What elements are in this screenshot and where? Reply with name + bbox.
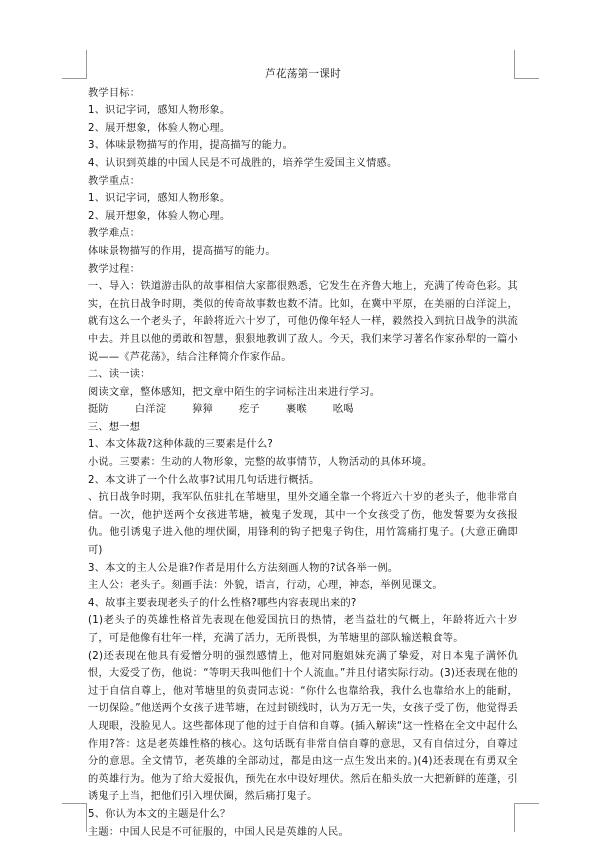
goal-item: 4、认识到英雄的中国人民是不可战胜的，培养学生爱国主义情感。 bbox=[88, 157, 398, 169]
goal-item: 1、识记字词，感知人物形象。 bbox=[88, 105, 231, 117]
answer-5: 主题：中国人民是不可征服的，中国人民是英雄的人民。 bbox=[88, 826, 349, 838]
key-points-heading: 教学重点： bbox=[88, 175, 141, 187]
difficult-points-text: 体味景物描写的作用，提高描写的能力。 bbox=[88, 245, 276, 257]
question-2: 2、本文讲了一个什么故事?试用几句话进行概括。 bbox=[88, 474, 320, 486]
process-heading: 教学过程： bbox=[88, 263, 141, 275]
answer-4-part-2: (2)还表现在他具有爱憎分明的强烈感情上，他对同胞姐妹充满了挚爱，对日本鬼子满怀仇恨，大爱受了伤，他说：“等明天我叫他们十个人流血。”并且付诸实际行动。(3)还表现在他的过于自信自尊上，他对苇塘里的负责同志说：“你什么也靠给我，我什么也靠给水上的能耐，一切保险。”他送两个女孩子进苇塘，在过封锁线时，认为万无一失，女孩子受了伤，他觉得丢人现眼，没脸见人。这些都体现了他的过于自信和自尊。(插入解读“这一性格在全文中起什么作用?答：这是老英雄性格的核心。这句话既有非常自信自尊的意思，又有自信过分，自尊过分的意思。全文情节，老英雄的全部动过，都是由这一点生发出来的。)(4)还表现在有勇双全的英雄行为。他为了给大爱报仇，预先在水中设好埋伏。然后在船头放一大把新鲜的莲蓬，引诱鬼子上当，把他们引入埋伏圈，然后痛打鬼子。 bbox=[88, 650, 518, 803]
question-5: 5、你认为本文的主题是什么？ bbox=[88, 808, 231, 820]
vocabulary-list bbox=[88, 401, 518, 419]
read-text: 阅读文章，整体感知，把文章中陌生的字词标注出来进行学习。 bbox=[88, 386, 381, 398]
answer-2: 、抗日战争时期，我军队伍驻扎在苇塘里，里外交通全靠一个将近六十岁的老头子，他非常自信。一次，他护送两个女孩进苇塘，被鬼子发现，其中一个女孩受了伤，他发誓要为女孩报仇。他引诱鬼子进入他的埋伏圈，用锋利的钩子把鬼子钩住，用竹篙痛打鬼子。(大意正确即可) bbox=[88, 492, 518, 557]
key-point-item: 1、识记字词，感知人物形象。 bbox=[88, 193, 231, 205]
vocabulary-word: 挺防 bbox=[88, 404, 109, 416]
vocabulary-word: 裹喉 bbox=[285, 404, 307, 416]
question-1: 1、本文体裁?这种体裁的三要素是什么? bbox=[88, 439, 274, 451]
vocabulary-word: 白洋淀 bbox=[134, 404, 167, 416]
intro-paragraph: 一、导入：铁道游击队的故事相信大家都很熟悉，它发生在齐鲁大地上，充满了传奇色彩。其实，在抗日战争时期，类似的传奇故事数也数不清。比如，在冀中平原，在美丽的白洋淀上，就有这么一个老头子，年龄将近六十岁了，可他仍像年轻人一样，毅然投入到抗日战争的洪流中去。并且以他的勇敢和智慧，狠狠地教训了敌人。今天，我们来学习著名作家孙犁的一篇小说——《芦花荡》，结合注释简介作家作品。 bbox=[88, 281, 518, 363]
margin-mark-bottom-left bbox=[62, 803, 87, 832]
answer-4-part-1: (1)老头子的英雄性格首先表现在他爱国抗日的热情，老当益壮的气概上，年龄将近六十岁了，可是他像有壮年一样，充满了活力，无所畏惧，为苇塘里的部队输送粮食等。 bbox=[88, 615, 518, 644]
vocabulary-word: 獐獐 bbox=[192, 404, 214, 416]
question-4: 4、故事主要表现老头子的什么性格?哪些内容表现出来的? bbox=[88, 597, 357, 609]
answer-1: 小说。三要素：生动的人物形象，完整的故事情节，人物活动的具体环境。 bbox=[88, 457, 433, 469]
document-title: 芦花荡第一课时 bbox=[265, 68, 341, 80]
answer-3: 主人公：老头子。刻画手法：外貌，语言，行动，心理，神态，举例见课文。 bbox=[88, 580, 443, 592]
document-page bbox=[88, 66, 518, 841]
goal-item: 3、体味景物描写的作用，提高描写的能力。 bbox=[88, 140, 294, 152]
key-point-item: 2、展开想象，体验人物心理。 bbox=[88, 210, 231, 222]
difficult-points-heading: 教学难点： bbox=[88, 228, 141, 240]
think-heading: 三、想一想 bbox=[88, 421, 141, 433]
vocabulary-word: 疙子 bbox=[239, 404, 260, 416]
question-3: 3、本文的主人公是谁?作者是用什么方法刻画人物的?试各举一例。 bbox=[88, 562, 399, 574]
vocabulary-word: 吆喝 bbox=[332, 404, 354, 416]
goals-heading: 教学目标： bbox=[88, 87, 141, 99]
goal-item: 2、展开想象，体验人物心理。 bbox=[88, 122, 231, 134]
read-heading: 二、读一读： bbox=[88, 369, 151, 381]
margin-mark-top-left bbox=[62, 50, 87, 79]
